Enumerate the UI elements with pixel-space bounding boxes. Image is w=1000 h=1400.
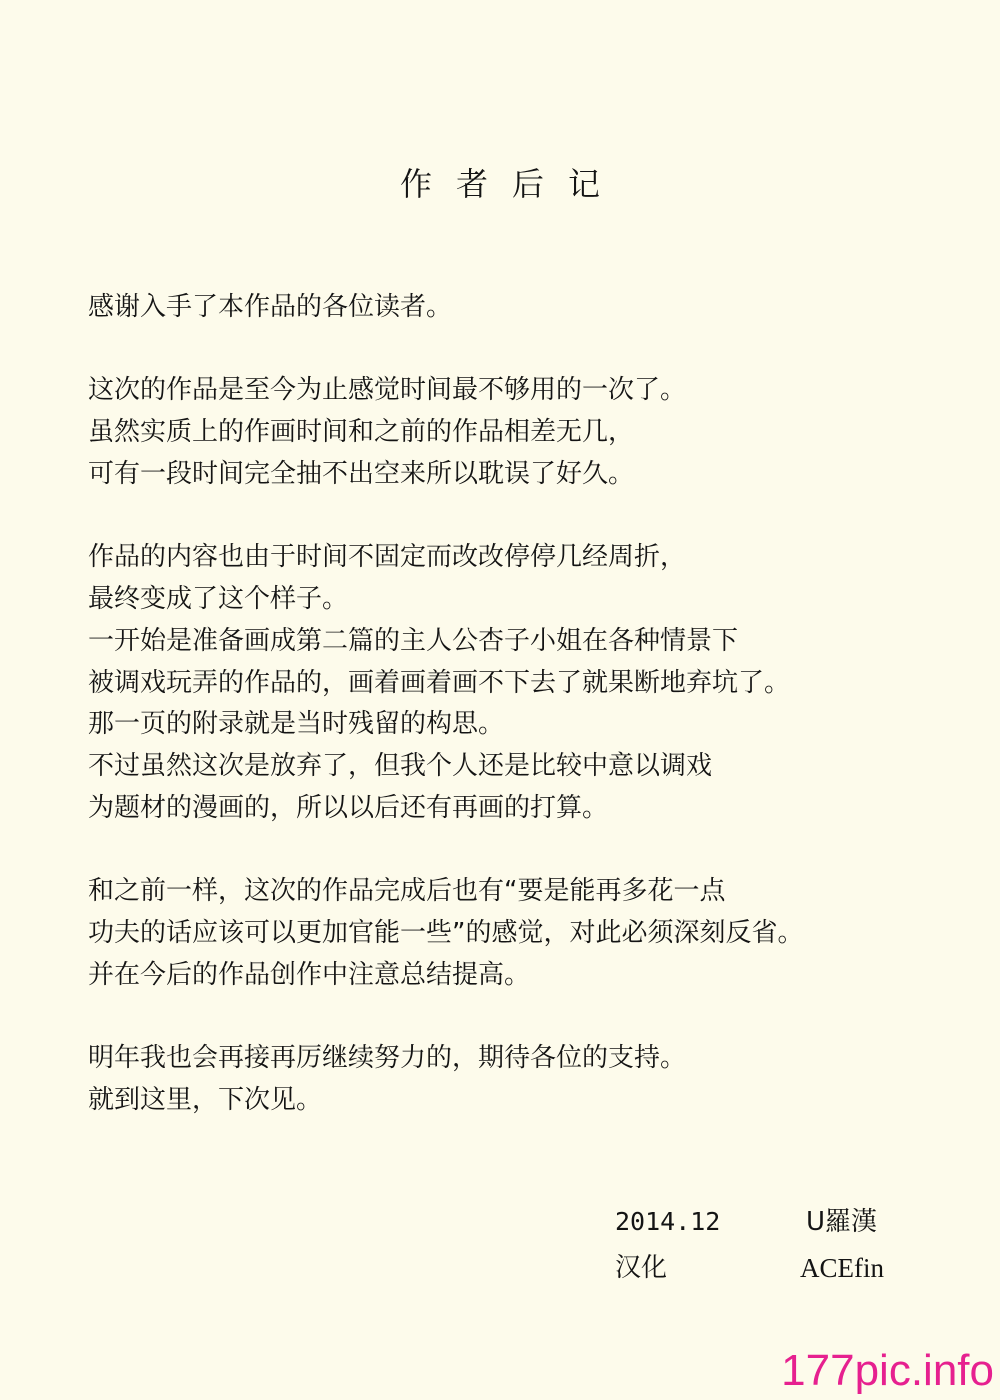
text-line: 虽然实质上的作画时间和之前的作品相差无几， [88, 417, 635, 447]
text-line: 作品的内容也由于时间不固定而改改停停几经周折， [88, 542, 687, 572]
text-line: 被调戏玩弄的作品的，画着画着画不下去了就果断地弃坑了。 [88, 668, 791, 698]
signature-author: U羅漢 [806, 1207, 878, 1237]
text-line: 功夫的话应该可以更加官能一些”的感觉，对此必须深刻反省。 [88, 918, 804, 948]
text-line: 可有一段时间完全抽不出空来所以耽误了好久。 [88, 459, 635, 489]
text-line: 一开始是准备画成第二篇的主人公杏子小姐在各种情景下 [88, 626, 739, 656]
text-line: 这次的作品是至今为止感觉时间最不够用的一次了。 [88, 375, 687, 405]
text-line: 并在今后的作品创作中注意总结提高。 [88, 960, 531, 990]
site-watermark: 177pic.info [781, 1346, 994, 1395]
text-line: 和之前一样，这次的作品完成后也有“要是能再多花一点 [88, 876, 726, 906]
text-line: 就到这里，下次见。 [88, 1085, 323, 1115]
text-line: 那一页的附录就是当时残留的构思。 [88, 709, 505, 739]
text-line: 感谢入手了本作品的各位读者。 [88, 292, 453, 322]
text-line: 最终变成了这个样子。 [88, 584, 349, 614]
signature-date: 2014.12 [615, 1207, 721, 1236]
page-title: 作者后记 [399, 165, 624, 203]
translation-group: ACEfin [800, 1253, 884, 1283]
translation-label: 汉化 [615, 1253, 668, 1283]
text-line: 为题材的漫画的，所以以后还有再画的打算。 [88, 793, 609, 823]
text-line: 不过虽然这次是放弃了，但我个人还是比较中意以调戏 [88, 751, 713, 781]
text-line: 明年我也会再接再厉继续努力的，期待各位的支持。 [88, 1043, 687, 1073]
